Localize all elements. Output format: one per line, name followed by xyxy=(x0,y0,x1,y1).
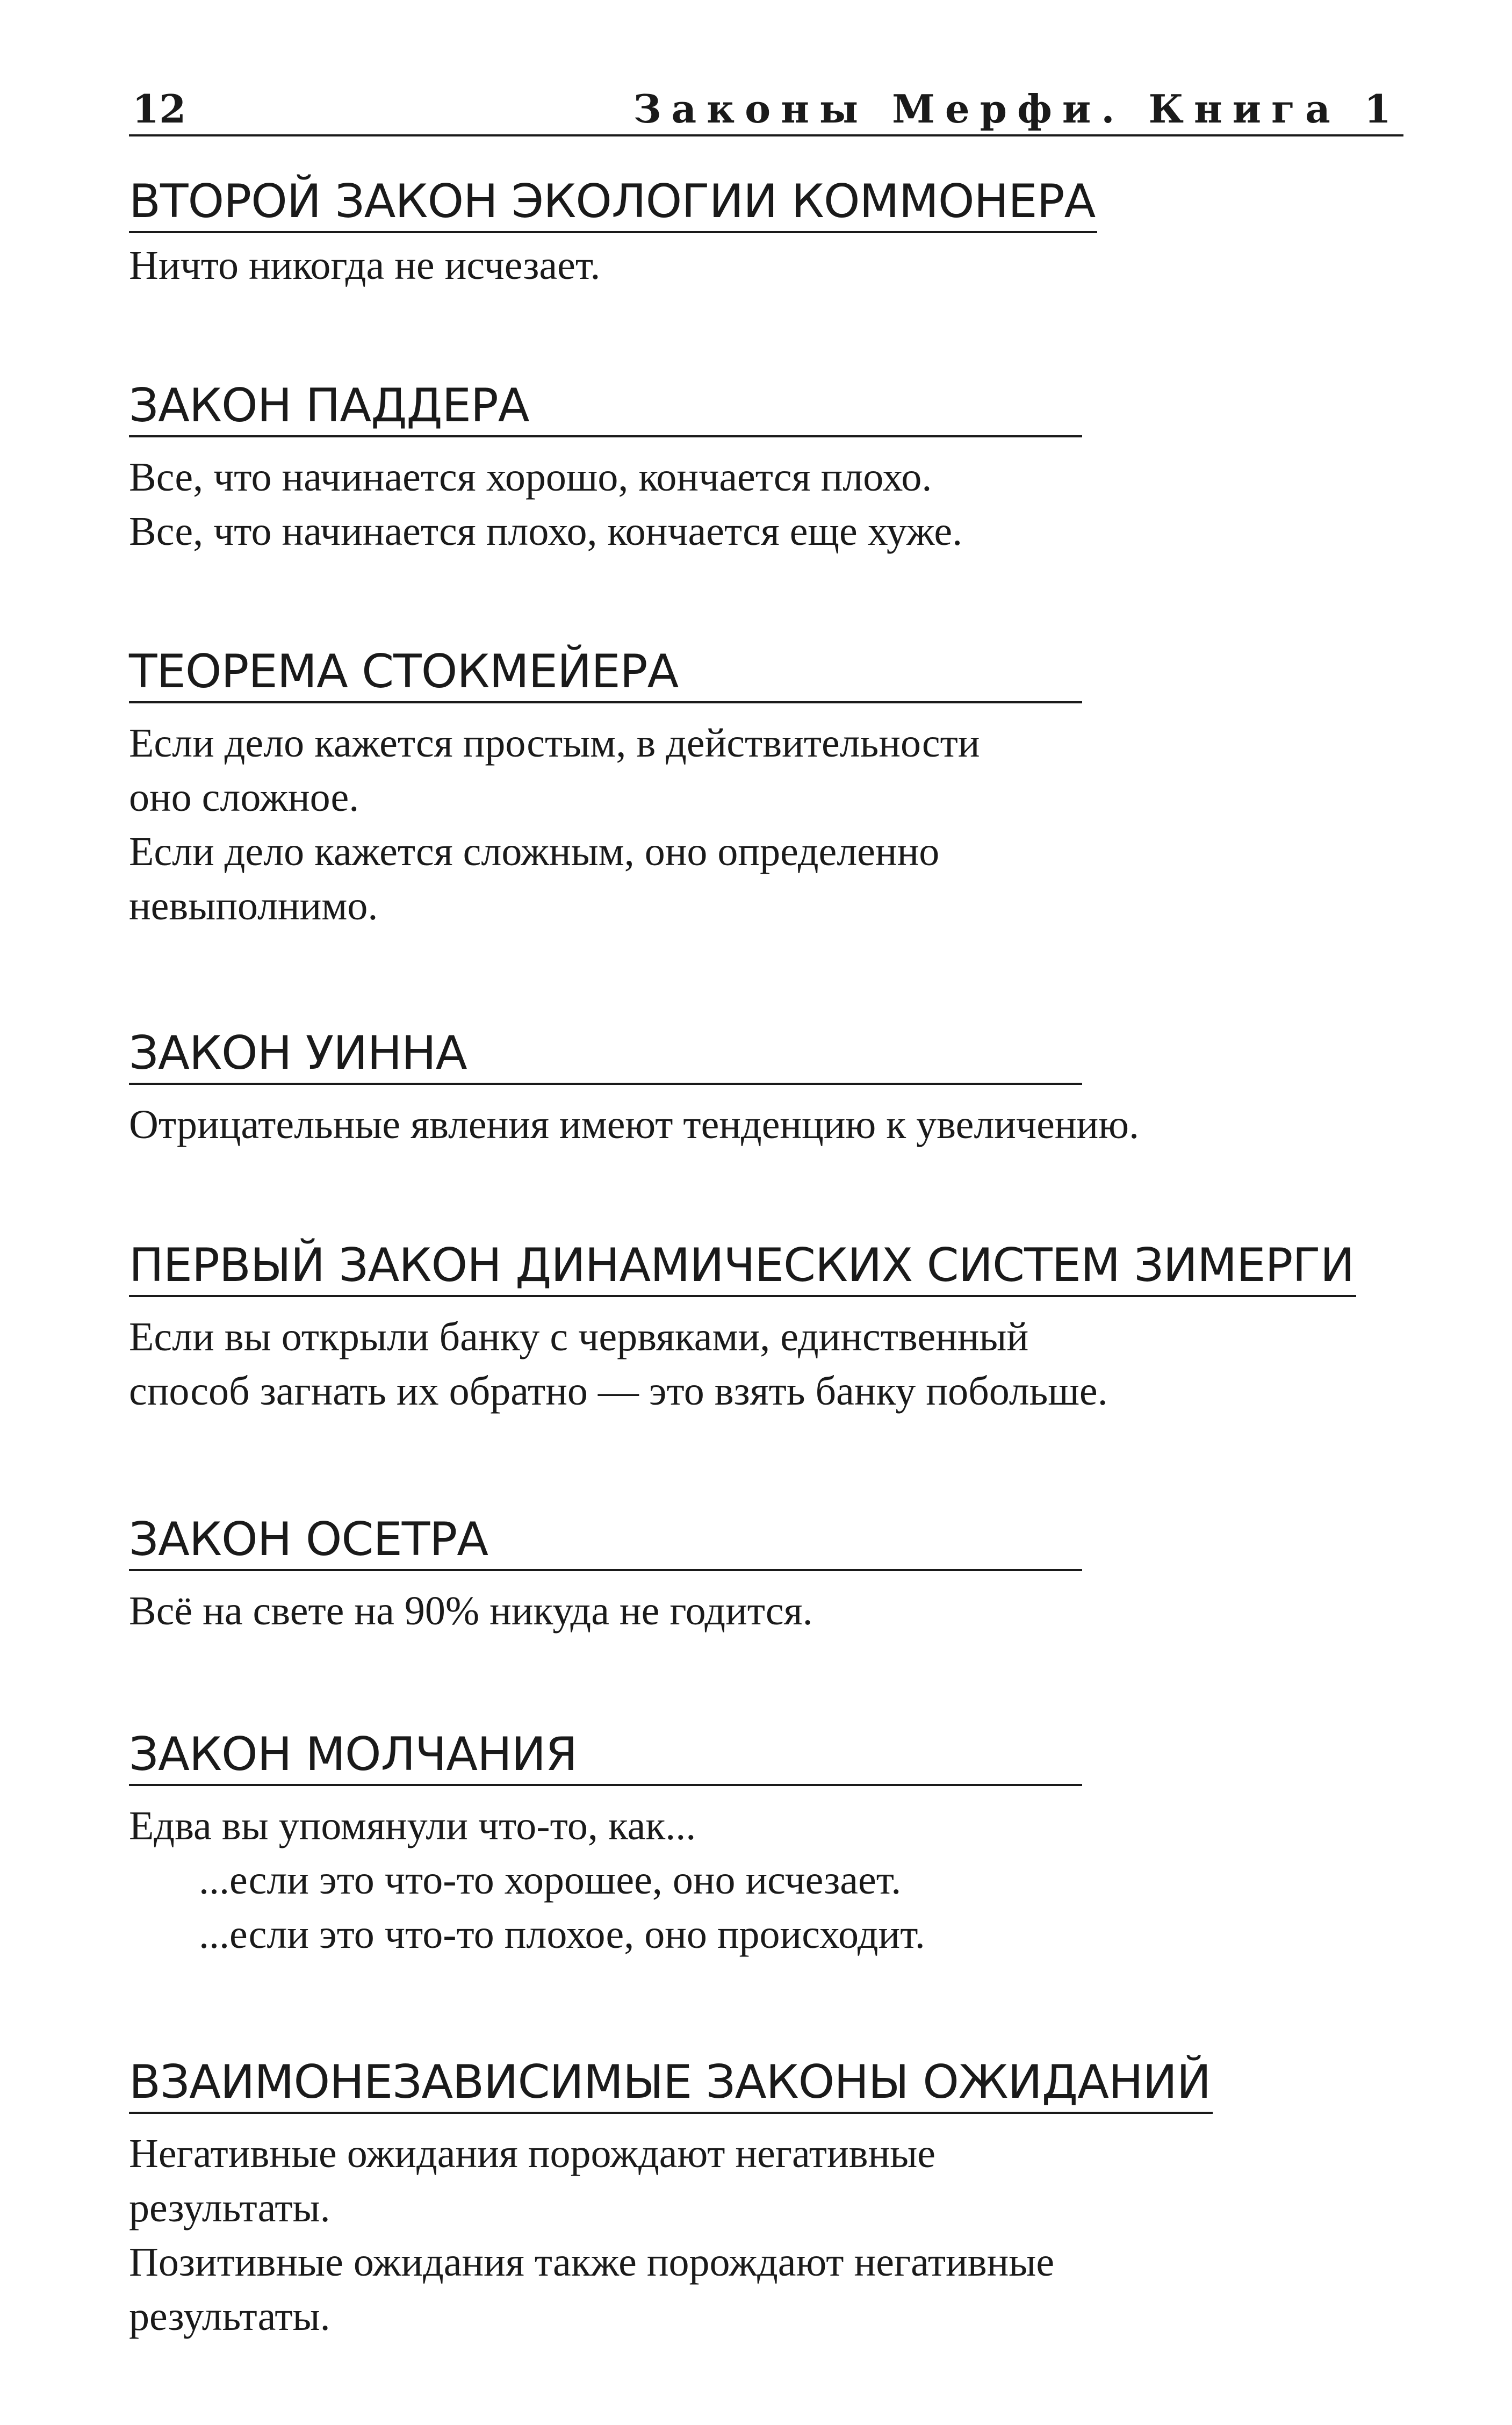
law-line: Негативные ожидания порождают негативные xyxy=(129,2131,936,2176)
law-title: ПЕРВЫЙ ЗАКОН ДИНАМИЧЕСКИХ СИСТЕМ ЗИМЕРГИ xyxy=(129,1236,1356,1297)
law-title: ЗАКОН МОЛЧАНИЯ xyxy=(129,1725,1082,1786)
law-title: ЗАКОН ПАДДЕРА xyxy=(129,376,1082,437)
law-text xyxy=(129,239,1419,293)
law-text xyxy=(129,450,1419,559)
law-line: Все, что начинается плохо, кончается еще хуже. xyxy=(129,509,963,554)
law-line: Если дело кажется простым, в действительности xyxy=(129,721,980,766)
law-section-winn xyxy=(129,1024,1419,1152)
law-section-padder xyxy=(129,376,1419,559)
book-title: Законы Мерфи. Книга 1 xyxy=(633,86,1401,132)
page-number: 12 xyxy=(132,86,186,132)
law-line: невыполнимо. xyxy=(129,883,378,929)
law-line: результаты. xyxy=(129,2185,330,2230)
law-text xyxy=(129,1098,1419,1152)
law-line: Отрицательные явления имеют тенденцию к увеличению. xyxy=(129,1102,1139,1147)
law-title: ЗАКОН ОСЕТРА xyxy=(129,1510,1082,1571)
law-line: Всё на свете на 90% никуда не годится. xyxy=(129,1588,813,1634)
law-line: ...если это что-то плохое, оно происходит. xyxy=(199,1912,925,1957)
law-line: ...если это что-то хорошее, оно исчезает. xyxy=(199,1858,902,1903)
law-line: Все, что начинается хорошо, кончается плохо. xyxy=(129,455,932,500)
law-line: способ загнать их обратно — это взять банку побольше. xyxy=(129,1369,1108,1414)
law-line: результаты. xyxy=(129,2294,330,2339)
law-section-stockmeyer xyxy=(129,642,1419,933)
law-section-expectations xyxy=(129,2053,1419,2344)
law-line: Если дело кажется сложным, оно определенно xyxy=(129,829,940,874)
law-text xyxy=(129,2127,1419,2344)
running-head xyxy=(129,81,1403,136)
law-text xyxy=(129,1584,1419,1638)
law-title: ТЕОРЕМА СТОКМЕЙЕРА xyxy=(129,642,1082,703)
law-section-silence xyxy=(129,1725,1419,1962)
law-line: Если вы открыли банку с червяками, единственный xyxy=(129,1314,1029,1359)
law-text xyxy=(129,1310,1419,1419)
law-title: ЗАКОН УИННА xyxy=(129,1024,1082,1085)
law-section-sturgeon xyxy=(129,1510,1419,1638)
law-line: Едва вы упомянули что-то, как... xyxy=(129,1803,696,1848)
law-line: Ничто никогда не исчезает. xyxy=(129,243,601,288)
law-text xyxy=(129,716,1419,933)
law-line: Позитивные ожидания также порождают негативные xyxy=(129,2240,1055,2285)
law-line: оно сложное. xyxy=(129,775,359,820)
law-section-zimergy xyxy=(129,1236,1419,1419)
law-title: ВЗАИМОНЕЗАВИСИМЫЕ ЗАКОНЫ ОЖИДАНИЙ xyxy=(129,2053,1213,2114)
law-title: ВТОРОЙ ЗАКОН ЭКОЛОГИИ КОММОНЕРА xyxy=(129,172,1097,233)
law-section-commoner xyxy=(129,172,1419,293)
law-text xyxy=(129,1799,1419,1962)
